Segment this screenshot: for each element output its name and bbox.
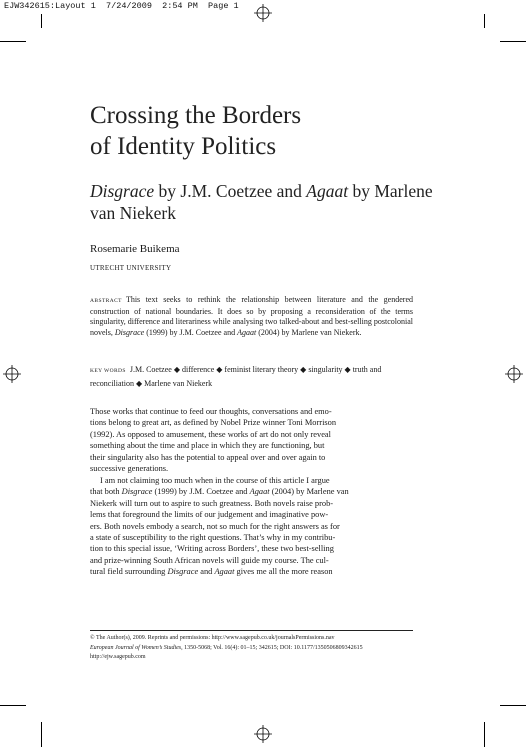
body-line: tion to this special issue, ‘Writing across Borders’, these two best-selling (90, 544, 334, 554)
body-line (90, 486, 413, 497)
abstract (90, 295, 413, 339)
body-line: a state of susceptibility to the right questions. That’s why in my contribu- (90, 532, 336, 542)
body-line: something about the time and place in which they are functioning, but (90, 441, 325, 451)
keywords-label: KEY WORDS (90, 368, 126, 374)
subtitle-text: by Marlene van Niekerk (90, 181, 433, 223)
keywords (90, 364, 413, 389)
abstract-text: (1999) by J.M. Coetzee and (144, 328, 238, 338)
book-title: Disgrace (167, 567, 199, 577)
abstract-label: ABSTRACT (90, 298, 122, 304)
author-name: Rosemarie Buikema (90, 243, 180, 255)
body-text-run: that both (90, 487, 122, 497)
body-line: their singularity also has the potential to appeal over and over again to (90, 452, 326, 462)
registration-mark-icon (3, 365, 21, 383)
body-line: ers. Both novels embody a search, not so much for the right answers as for (90, 521, 340, 531)
body-text-run: (2004) by Marlene van (269, 487, 349, 497)
body-line: tions belong to great art, as defined by Nobel Prize winner Toni Morrison (90, 418, 337, 428)
book-title: Disgrace (114, 328, 145, 338)
registration-mark-icon (505, 365, 523, 383)
author-affiliation: UTRECHT UNIVERSITY (90, 264, 172, 272)
journal-citation (90, 644, 413, 654)
book-title: Agaat (306, 181, 349, 201)
body-line: successive generations. (90, 464, 169, 474)
book-title: Disgrace (90, 181, 155, 201)
journal-name: European Journal of Women’s Studies (90, 644, 182, 651)
crop-mark (0, 705, 26, 706)
keywords-text: J.M. Coetzee ◆ difference ◆ feminist literary theory ◆ singularity ◆ truth and reconciliation ◆ Marlene van Niekerk (90, 365, 382, 388)
body-text-run: gives me all the more reason (234, 567, 333, 577)
body-line (90, 566, 413, 577)
crop-mark (41, 722, 42, 747)
body-text (90, 406, 413, 578)
book-title: Agaat (237, 328, 257, 338)
crop-mark (500, 705, 526, 706)
body-line: Niekerk will turn out to aspire to such greatness. Both novels raise prob- (90, 498, 334, 508)
abstract-text: This text seeks to rethink the relationship between literature and the gendered construction of national boundaries. It does so by proposing a reconsideration of the terms singularity, difference and literariness while analysing two talked-about and best-selling postcolonial novels, (90, 295, 413, 338)
body-text-run: and (198, 567, 215, 577)
book-title: Agaat (214, 567, 235, 577)
body-line: and prize-winning South African novels will guide my course. The cul- (90, 555, 329, 565)
footer-rule (90, 630, 413, 631)
crop-mark (41, 14, 42, 28)
book-title: Agaat (249, 487, 270, 497)
crop-mark (500, 41, 526, 42)
copyright-footer (90, 634, 413, 663)
body-line: I am not claiming too much when in the course of this article I argue (100, 475, 330, 485)
body-line: (1992). As opposed to amusement, these works of art do not only reveal (90, 429, 331, 439)
title-line: of Identity Politics (90, 133, 277, 160)
copyright-line: © The Author(s), 2009. Reprints and permissions: http://www.sagepub.co.uk/journalsPermissions.nav (90, 635, 335, 641)
article-title (90, 100, 450, 162)
body-line: Those works that continue to feed our thoughts, conversations and emo- (90, 407, 332, 416)
body-line: lems that foreground the limits of our judgement and imaginative pow- (90, 510, 329, 520)
abstract-text: (2004) by Marlene van Niekerk. (256, 328, 362, 338)
journal-url-link[interactable]: http://ejw.sagepub.com (90, 654, 146, 660)
article-subtitle (90, 180, 450, 224)
book-title: Disgrace (121, 487, 153, 497)
body-text-run: tural field surrounding (90, 567, 168, 577)
crop-mark (484, 722, 485, 747)
registration-mark-icon (254, 4, 272, 22)
print-slug: EJW342615:Layout 1 7/24/2009 2:54 PM Page 1 (4, 1, 239, 11)
registration-mark-icon (254, 725, 272, 743)
citation-details: , 1350-5068; Vol. 16(4): 01–15; 342615; DOI: 10.1177/1350506809342615 (181, 644, 363, 651)
title-line: Crossing the Borders (90, 102, 302, 129)
crop-mark (484, 14, 485, 28)
crop-mark (0, 41, 26, 42)
body-text-run: (1999) by J.M. Coetzee and (152, 487, 250, 497)
subtitle-text: by J.M. Coetzee and (154, 181, 307, 201)
